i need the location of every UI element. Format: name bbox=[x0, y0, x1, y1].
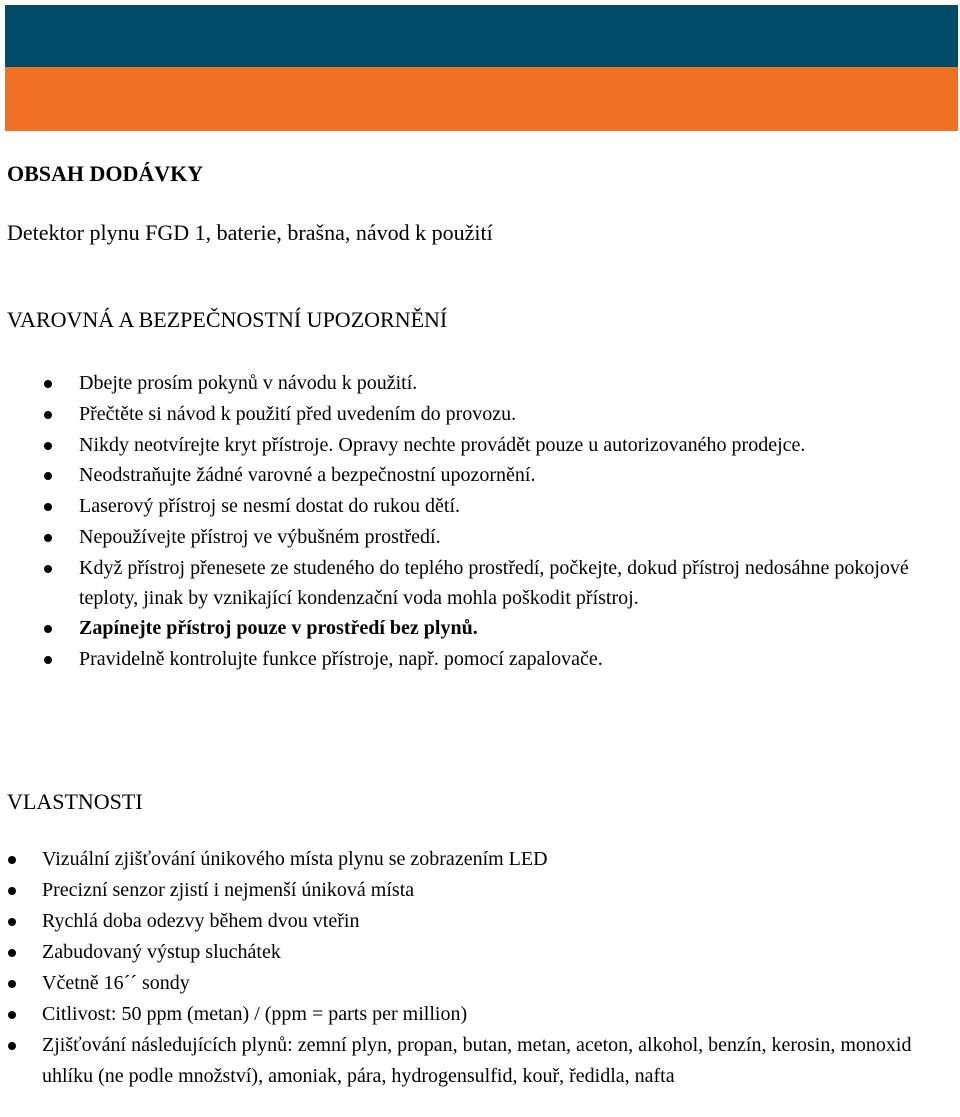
warning-text: Dbejte prosím pokynů v návodu k použití. bbox=[79, 372, 418, 394]
warning-text: Přečtěte si návod k použití před uvedením do provozu. bbox=[79, 403, 517, 425]
warning-text: Laserový přístroj se nesmí dostat do rukou dětí. bbox=[79, 495, 461, 517]
list-item bbox=[0, 430, 940, 460]
warning-text: Pravidelně kontrolujte funkce přístroje, např. pomocí zapalovače. bbox=[79, 648, 603, 670]
bullet-icon bbox=[44, 442, 52, 450]
bullet-icon bbox=[44, 625, 52, 633]
list-item bbox=[0, 644, 940, 675]
property-text: Citlivost: 50 ppm (metan) / (ppm = parts per million) bbox=[42, 1003, 468, 1025]
warning-text: Nepoužívejte přístroj ve výbušném prostředí. bbox=[79, 526, 441, 548]
bullet-icon bbox=[8, 949, 16, 957]
list-item bbox=[0, 999, 958, 1030]
bullet-icon bbox=[44, 565, 52, 573]
list-item bbox=[0, 906, 958, 937]
bullet-icon bbox=[8, 1011, 16, 1019]
list-item bbox=[0, 522, 940, 553]
list-item bbox=[0, 368, 940, 399]
warnings-heading: VAROVNÁ A BEZPEČNOSTNÍ UPOZORNĚNÍ bbox=[7, 307, 448, 332]
property-text: Rychlá doba odezvy během dvou vteřin bbox=[42, 910, 360, 932]
property-text: Včetně 16´´ sondy bbox=[42, 972, 190, 994]
list-item bbox=[0, 968, 958, 999]
list-item bbox=[0, 844, 958, 875]
bullet-icon bbox=[44, 411, 52, 419]
bullet-icon bbox=[8, 856, 16, 864]
contents-text: Detektor plynu FGD 1, baterie, brašna, návod k použití bbox=[7, 220, 493, 245]
list-item bbox=[0, 875, 958, 906]
list-item bbox=[0, 399, 940, 430]
property-text: Zabudovaný výstup sluchátek bbox=[42, 941, 281, 963]
list-item bbox=[0, 1030, 958, 1092]
bullet-icon bbox=[44, 656, 52, 664]
property-text: Precizní senzor zjistí i nejmenší úniková místa bbox=[42, 879, 415, 901]
list-item bbox=[0, 937, 958, 968]
header-band bbox=[5, 5, 958, 67]
warning-text: Neodstraňujte žádné varovné a bezpečnostní upozornění. bbox=[79, 464, 536, 486]
list-item bbox=[0, 553, 940, 613]
warning-text: Nikdy neotvírejte kryt přístroje. Opravy nechte provádět pouze u autorizovaného prodejce. bbox=[79, 434, 806, 456]
bullet-icon bbox=[8, 918, 16, 926]
list-item bbox=[0, 491, 940, 522]
warnings-list bbox=[0, 368, 940, 675]
bullet-icon bbox=[44, 534, 52, 542]
bullet-icon bbox=[8, 1042, 16, 1050]
bullet-icon bbox=[44, 472, 52, 480]
warning-text: Když přístroj přenesete ze studeného do teplého prostředí, počkejte, dokud přístroj nedosáhne pokojové teploty, jinak by vznikající kondenzační voda mohla poškodit přístroj. bbox=[79, 557, 909, 609]
bullet-icon bbox=[8, 980, 16, 988]
bullet-icon bbox=[8, 887, 16, 895]
property-text: Zjišťování následujících plynů: zemní plyn, propan, butan, metan, aceton, alkohol, benzín, kerosin, monoxid uhlíku (ne podle množství), amoniak, pára, hydrogensulfid, kouř, ředidla, nafta bbox=[42, 1034, 912, 1087]
properties-heading: VLASTNOSTI bbox=[7, 789, 143, 814]
header-accent-band bbox=[5, 67, 958, 131]
contents-heading: OBSAH DODÁVKY bbox=[7, 161, 204, 186]
property-text: Vizuální zjišťování únikového místa plynu se zobrazením LED bbox=[42, 848, 548, 870]
list-item bbox=[0, 460, 940, 491]
list-item bbox=[0, 613, 940, 644]
bullet-icon bbox=[44, 380, 52, 388]
bullet-icon bbox=[44, 503, 52, 511]
properties-list bbox=[0, 844, 958, 1092]
warning-text-emphasized: Zapínejte přístroj pouze v prostředí bez plynů. bbox=[79, 617, 478, 639]
